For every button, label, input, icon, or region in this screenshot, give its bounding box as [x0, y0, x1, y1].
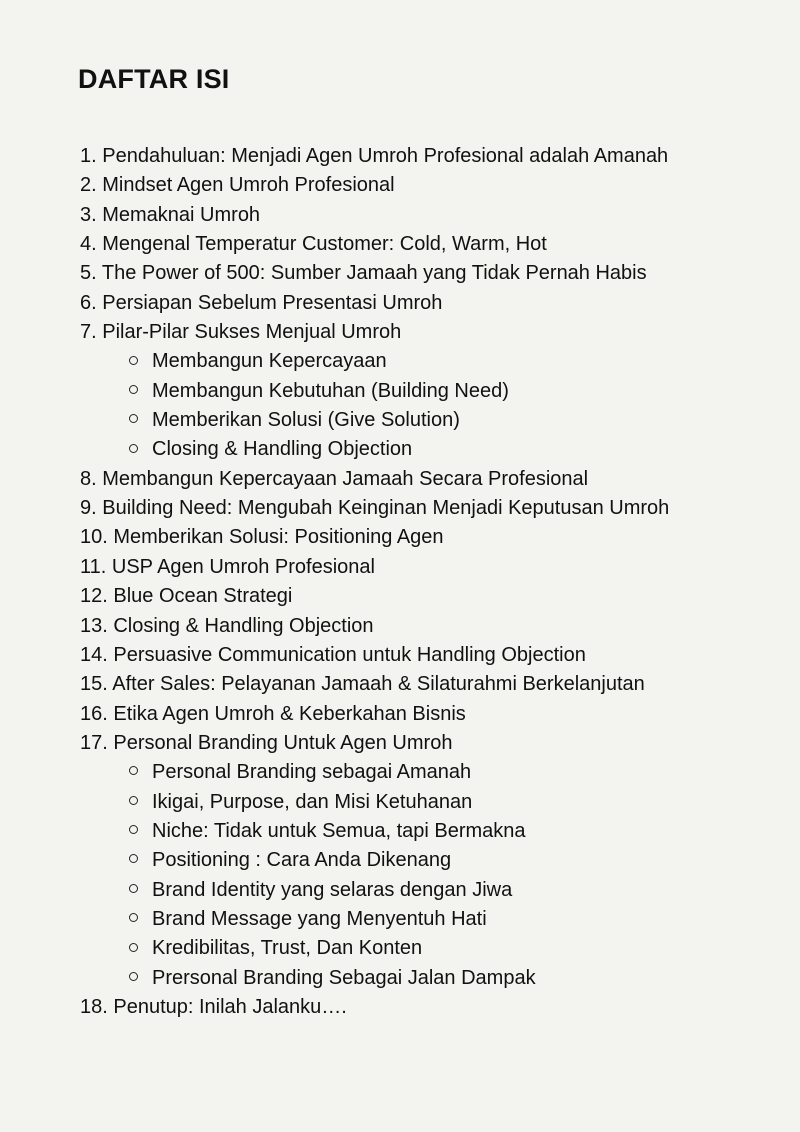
toc-item-label: Kredibilitas, Trust, Dan Konten: [152, 937, 423, 960]
toc-item-label: 10. Memberikan Solusi: Positioning Agen: [80, 526, 444, 549]
circle-bullet-icon: [129, 825, 138, 834]
toc-item: [80, 201, 780, 230]
toc-item: [80, 318, 780, 347]
circle-bullet-icon: [129, 943, 138, 952]
circle-bullet-icon: [129, 796, 138, 805]
toc-item-label: 17. Personal Branding Untuk Agen Umroh: [80, 731, 453, 754]
toc-subitem: [80, 934, 780, 963]
circle-bullet-icon: [129, 385, 138, 394]
toc-item-label: 8. Membangun Kepercayaan Jamaah Secara Profesional: [80, 467, 589, 490]
toc-item-label: 3. Memaknai Umroh: [80, 203, 261, 226]
toc-item-label: Prersonal Branding Sebagai Jalan Dampak: [152, 966, 536, 989]
toc-subitem: [80, 406, 780, 435]
toc-subitem: [80, 876, 780, 905]
toc-item: [80, 142, 780, 171]
toc-subitem: [80, 758, 780, 787]
table-of-contents: [80, 142, 780, 1022]
toc-item: [80, 993, 780, 1022]
toc-item-label: 6. Persiapan Sebelum Presentasi Umroh: [80, 291, 443, 314]
toc-item-label: 5. The Power of 500: Sumber Jamaah yang Tidak Pernah Habis: [80, 262, 647, 285]
circle-bullet-icon: [129, 913, 138, 922]
toc-item-label: 18. Penutup: Inilah Jalanku….: [80, 995, 347, 1018]
toc-item: [80, 494, 780, 523]
toc-subitem: [80, 347, 780, 376]
circle-bullet-icon: [129, 414, 138, 423]
toc-item-label: 2. Mindset Agen Umroh Profesional: [80, 174, 395, 197]
toc-subitem: [80, 435, 780, 464]
circle-bullet-icon: [129, 854, 138, 863]
toc-item: [80, 289, 780, 318]
toc-subitem: [80, 846, 780, 875]
toc-subitem: [80, 788, 780, 817]
toc-item: [80, 582, 780, 611]
toc-item-label: Niche: Tidak untuk Semua, tapi Bermakna: [152, 819, 526, 842]
toc-item-label: 12. Blue Ocean Strategi: [80, 585, 293, 608]
toc-item: [80, 523, 780, 552]
toc-item-label: 16. Etika Agen Umroh & Keberkahan Bisnis: [80, 702, 466, 725]
toc-subitem: [80, 377, 780, 406]
toc-item-label: Positioning : Cara Anda Dikenang: [152, 849, 452, 872]
circle-bullet-icon: [129, 884, 138, 893]
toc-item: [80, 700, 780, 729]
toc-item: [80, 612, 780, 641]
page-title: DAFTAR ISI: [78, 64, 230, 94]
toc-subitem: [80, 905, 780, 934]
toc-item: [80, 230, 780, 259]
toc-item-label: 13. Closing & Handling Objection: [80, 614, 374, 637]
toc-item-label: 7. Pilar-Pilar Sukses Menjual Umroh: [80, 321, 402, 344]
toc-subitem: [80, 964, 780, 993]
toc-item-label: Closing & Handling Objection: [152, 438, 413, 461]
toc-item-label: Memberikan Solusi (Give Solution): [152, 409, 460, 432]
toc-item: [80, 465, 780, 494]
toc-item: [80, 729, 780, 758]
toc-item-label: Personal Branding sebagai Amanah: [152, 761, 472, 784]
circle-bullet-icon: [129, 356, 138, 365]
toc-item: [80, 259, 780, 288]
toc-item-label: 11. USP Agen Umroh Profesional: [80, 555, 375, 578]
circle-bullet-icon: [129, 972, 138, 981]
toc-item: [80, 641, 780, 670]
toc-subitem: [80, 817, 780, 846]
toc-item-label: 4. Mengenal Temperatur Customer: Cold, Warm, Hot: [80, 233, 547, 256]
toc-item-label: 14. Persuasive Communication untuk Handling Objection: [80, 643, 586, 666]
toc-item-label: Membangun Kebutuhan (Building Need): [152, 379, 509, 402]
circle-bullet-icon: [129, 444, 138, 453]
circle-bullet-icon: [129, 766, 138, 775]
toc-item-label: Brand Message yang Menyentuh Hati: [152, 907, 487, 930]
toc-item: [80, 553, 780, 582]
toc-item-label: 1. Pendahuluan: Menjadi Agen Umroh Profesional adalah Amanah: [80, 145, 669, 167]
toc-item-label: Ikigai, Purpose, dan Misi Ketuhanan: [152, 790, 473, 813]
toc-item-label: Membangun Kepercayaan: [152, 350, 387, 373]
toc-item: [80, 171, 780, 200]
toc-item-label: 15. After Sales: Pelayanan Jamaah & Silaturahmi Berkelanjutan: [80, 673, 645, 696]
toc-item-label: Brand Identity yang selaras dengan Jiwa: [152, 878, 513, 901]
toc-item: [80, 670, 780, 699]
toc-item-label: 9. Building Need: Mengubah Keinginan Menjadi Keputusan Umroh: [80, 497, 670, 520]
